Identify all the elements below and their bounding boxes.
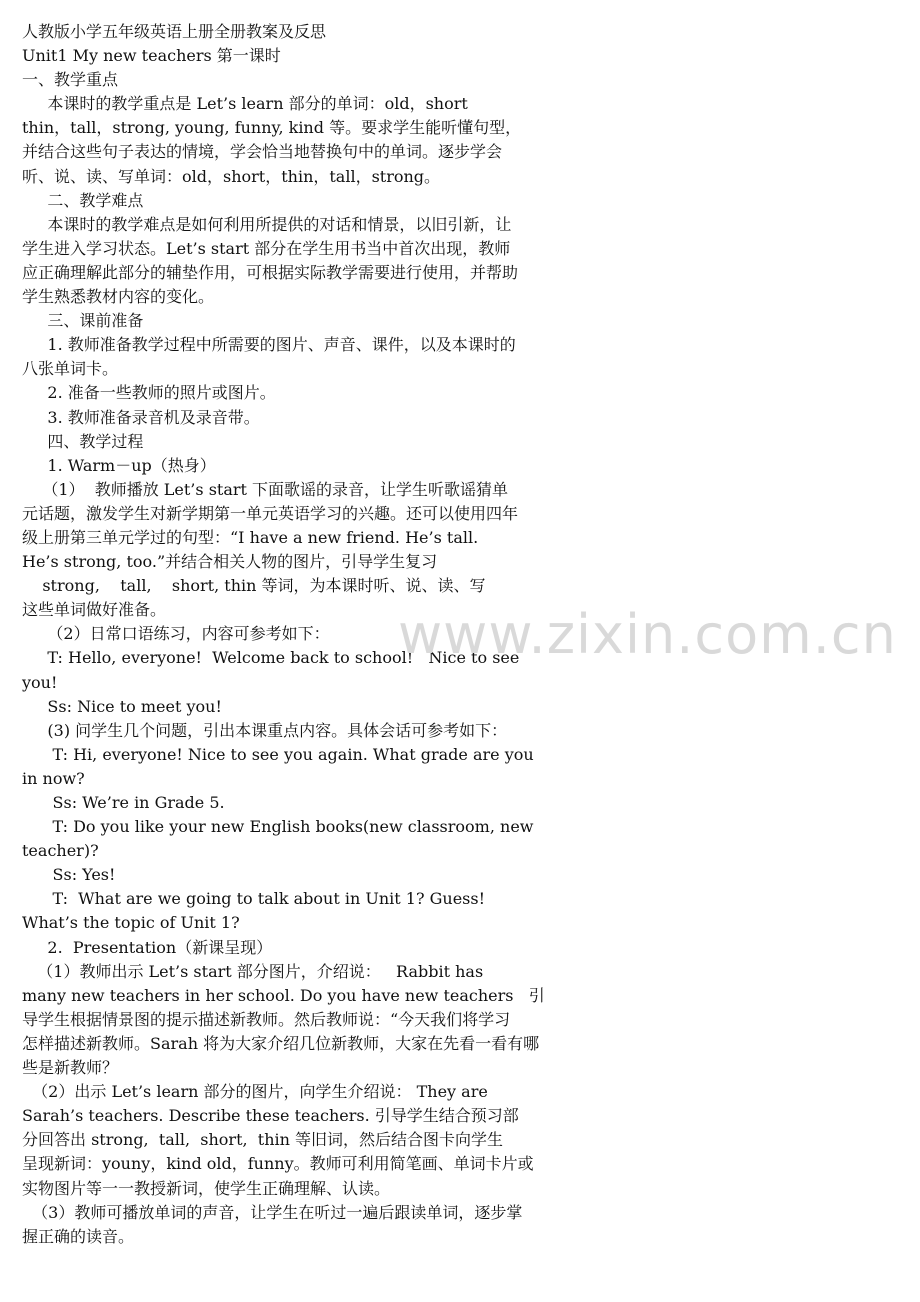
text-line: 呈现新词：youny，kind old，funny。教师可利用简笔画、单词卡片或 [22, 1154, 534, 1174]
text-line: thin，tall，strong, young, funny, kind 等。要求学生能听懂句型， [22, 118, 522, 138]
text-line: many new teachers in her school. Do you have new teachers 引 [22, 985, 545, 1005]
text-line: Unit1 My new teachers 第一课时 [22, 46, 281, 66]
text-line: 应正确理解此部分的辅垫作用，可根据实际教学需要进行使用，并帮助 [22, 262, 519, 282]
text-line: you! [22, 672, 58, 692]
text-line: T: Do you like your new English books(new classroom, new [22, 817, 534, 837]
text-line: 怎样描述新教师。Sarah 将为大家介绍几位新教师，大家在先看一看有哪 [22, 1033, 540, 1053]
text-line: （2）出示 Let’s learn 部分的图片，向学生介绍说： They are [22, 1082, 488, 1102]
text-line: (3) 问学生几个问题，引出本课重点内容。具体会话可参考如下： [22, 720, 508, 740]
document-title: 人教版小学五年级英语上册全册教案及反思 [22, 22, 327, 41]
text-line: 学生进入学习状态。Let’s start 部分在学生用书当中首次出现，教师 [22, 238, 511, 258]
text-line: 2. Presentation（新课呈现） [22, 937, 273, 957]
text-line: 级上册第三单元学过的句型：“I have a new friend. He’s tall. [22, 527, 479, 547]
text-line: What’s the topic of Unit 1? [22, 913, 240, 933]
text-line: 实物图片等一一教授新词，使学生正确理解、认读。 [22, 1178, 391, 1198]
text-line: T: What are we going to talk about in Unit 1? Guess! [22, 889, 486, 909]
text-line: Ss: We’re in Grade 5. [22, 793, 225, 812]
text-line: Sarah’s teachers. Describe these teachers. 引导学生结合预习部 [22, 1106, 519, 1126]
text-line: 听、说、读、写单词：old，short，thin，tall，strong。 [22, 166, 441, 186]
text-line: 一、教学重点 [22, 70, 119, 90]
text-line: （1） 教师播放 Let’s start 下面歌谣的录音，让学生听歌谣猜单 [22, 479, 509, 499]
text-line: 1. 教师准备教学过程中所需要的图片、声音、课件，以及本课时的 [22, 335, 516, 355]
text-line: 这些单词做好准备。 [22, 600, 167, 620]
watermark: www.zixin.com.cn [398, 603, 897, 666]
text-line: 四、教学过程 [22, 431, 144, 451]
text-line: 三、课前准备 [22, 311, 144, 331]
text-line: 并结合这些句子表达的情境，学会恰当地替换句中的单词。逐步学会 [22, 142, 503, 162]
text-line: （2）日常口语练习，内容可参考如下： [22, 624, 330, 644]
text-line: 1. Warm－up（热身） [22, 455, 216, 475]
text-line: 学生熟悉教材内容的变化。 [22, 287, 215, 307]
text-line: （3）教师可播放单词的声音，让学生在听过一遍后跟读单词，逐步掌 [22, 1202, 523, 1222]
text-line: T: Hi, everyone! Nice to see you again. What grade are you [22, 744, 534, 764]
text-line: 元话题，激发学生对新学期第一单元英语学习的兴趣。还可以使用四年 [22, 503, 519, 523]
text-line: Ss: Nice to meet you! [22, 696, 222, 716]
text-line: （1）教师出示 Let’s start 部分图片，介绍说： Rabbit has [22, 961, 484, 981]
text-line: teacher)? [22, 841, 99, 861]
text-line: 导学生根据情景图的提示描述新教师。然后教师说：“今天我们将学习 [22, 1009, 511, 1029]
text-line: 本课时的教学重点是 Let’s learn 部分的单词：old，short [22, 94, 468, 114]
text-line: 2. 准备一些教师的照片或图片。 [22, 383, 276, 403]
text-line: in now? [22, 768, 85, 788]
text-line: 本课时的教学难点是如何利用所提供的对话和情景，以旧引新，让 [22, 214, 512, 234]
text-line: 二、教学难点 [22, 190, 144, 210]
text-line: T: Hello, everyone! Welcome back to school! Nice to see [22, 648, 520, 668]
text-line: Ss: Yes! [22, 865, 116, 885]
text-line: 3. 教师准备录音机及录音带。 [22, 407, 260, 427]
text-line: 八张单词卡。 [22, 359, 119, 379]
text-line: 分回答出 strong, tall, short, thin 等旧词，然后结合图卡向学生 [22, 1130, 504, 1150]
text-line: He’s strong, too.”并结合相关人物的图片，引导学生复习 [22, 552, 438, 572]
text-line: 些是新教师？ [22, 1058, 119, 1078]
text-line: strong, tall, short, thin 等词，为本课时听、说、读、写 [22, 576, 486, 596]
text-line: 握正确的读音。 [22, 1226, 135, 1246]
